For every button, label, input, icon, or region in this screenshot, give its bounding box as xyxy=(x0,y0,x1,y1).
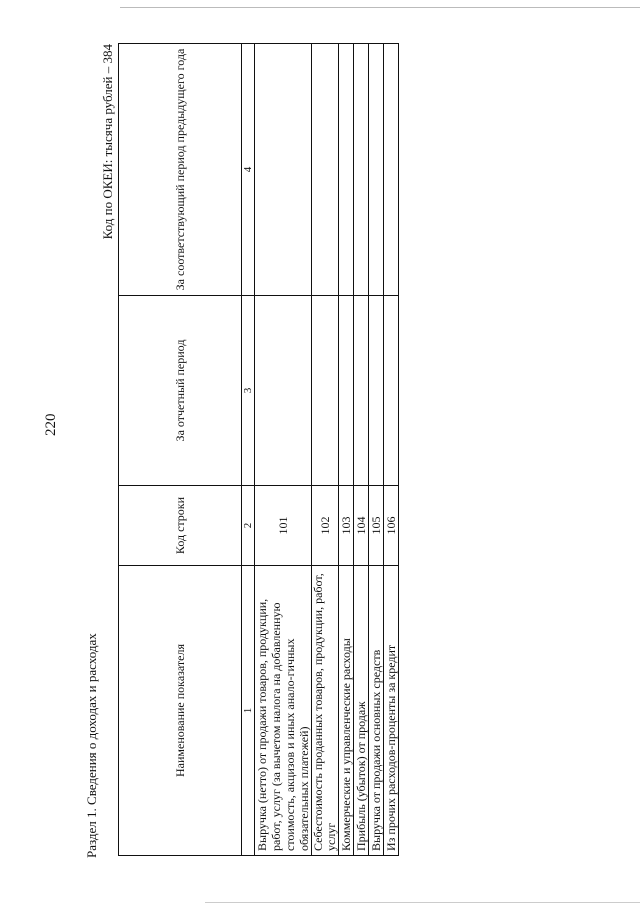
header-line-code: Код строки xyxy=(119,486,242,566)
header-row xyxy=(119,44,242,856)
column-number: 4 xyxy=(242,44,255,296)
line-code: 105 xyxy=(369,486,384,566)
current-value xyxy=(384,296,399,486)
income-expense-table xyxy=(118,43,399,856)
rotated-page-content xyxy=(64,36,398,866)
column-number-row xyxy=(242,44,255,856)
indicator-name: Прибыль (убыток) от продаж xyxy=(354,566,369,856)
scan-edge-line-bottom xyxy=(205,902,640,903)
scan-edge-line xyxy=(120,7,640,8)
current-value xyxy=(255,296,312,486)
column-number: 1 xyxy=(242,566,255,856)
line-code: 103 xyxy=(339,486,354,566)
table-row xyxy=(339,44,354,856)
line-code: 106 xyxy=(384,486,399,566)
table-row xyxy=(354,44,369,856)
indicator-name: Выручка от продажи основных средств xyxy=(369,566,384,856)
indicator-name: Выручка (нетто) от продажи товаров, продукции, работ, услуг (за вычетом налога на добавленную стоимость, акцизов и иных анало-гичных обязательных платежей) xyxy=(255,566,312,856)
section-title: Раздел 1. Сведения о доходах и расходах xyxy=(84,633,99,858)
column-number: 2 xyxy=(242,486,255,566)
table-row xyxy=(255,44,312,856)
okei-code: Код по ОКЕИ: тысяча рублей – 384 xyxy=(100,44,115,240)
previous-value xyxy=(339,44,354,296)
header-indicator-name: Наименование показателя xyxy=(119,566,242,856)
previous-value xyxy=(354,44,369,296)
table-row xyxy=(384,44,399,856)
indicator-name: Коммерческие и управленческие расходы xyxy=(339,566,354,856)
line-code: 101 xyxy=(255,486,312,566)
previous-value xyxy=(369,44,384,296)
current-value xyxy=(312,296,339,486)
current-value xyxy=(339,296,354,486)
header-previous-period: За соответствующий период предыдущего года xyxy=(119,44,242,296)
line-code: 104 xyxy=(354,486,369,566)
header-current-period: За отчетный период xyxy=(119,296,242,486)
indicator-name: Себестоимость проданных товаров, продукции, работ, услуг xyxy=(312,566,339,856)
table-row xyxy=(369,44,384,856)
current-value xyxy=(354,296,369,486)
previous-value xyxy=(255,44,312,296)
current-value xyxy=(369,296,384,486)
indicator-name: Из прочих расходов-проценты за кредит xyxy=(384,566,399,856)
previous-value xyxy=(312,44,339,296)
column-number: 3 xyxy=(242,296,255,486)
table-row xyxy=(312,44,339,856)
previous-value xyxy=(384,44,399,296)
page-number: 220 xyxy=(43,413,59,436)
line-code: 102 xyxy=(312,486,339,566)
